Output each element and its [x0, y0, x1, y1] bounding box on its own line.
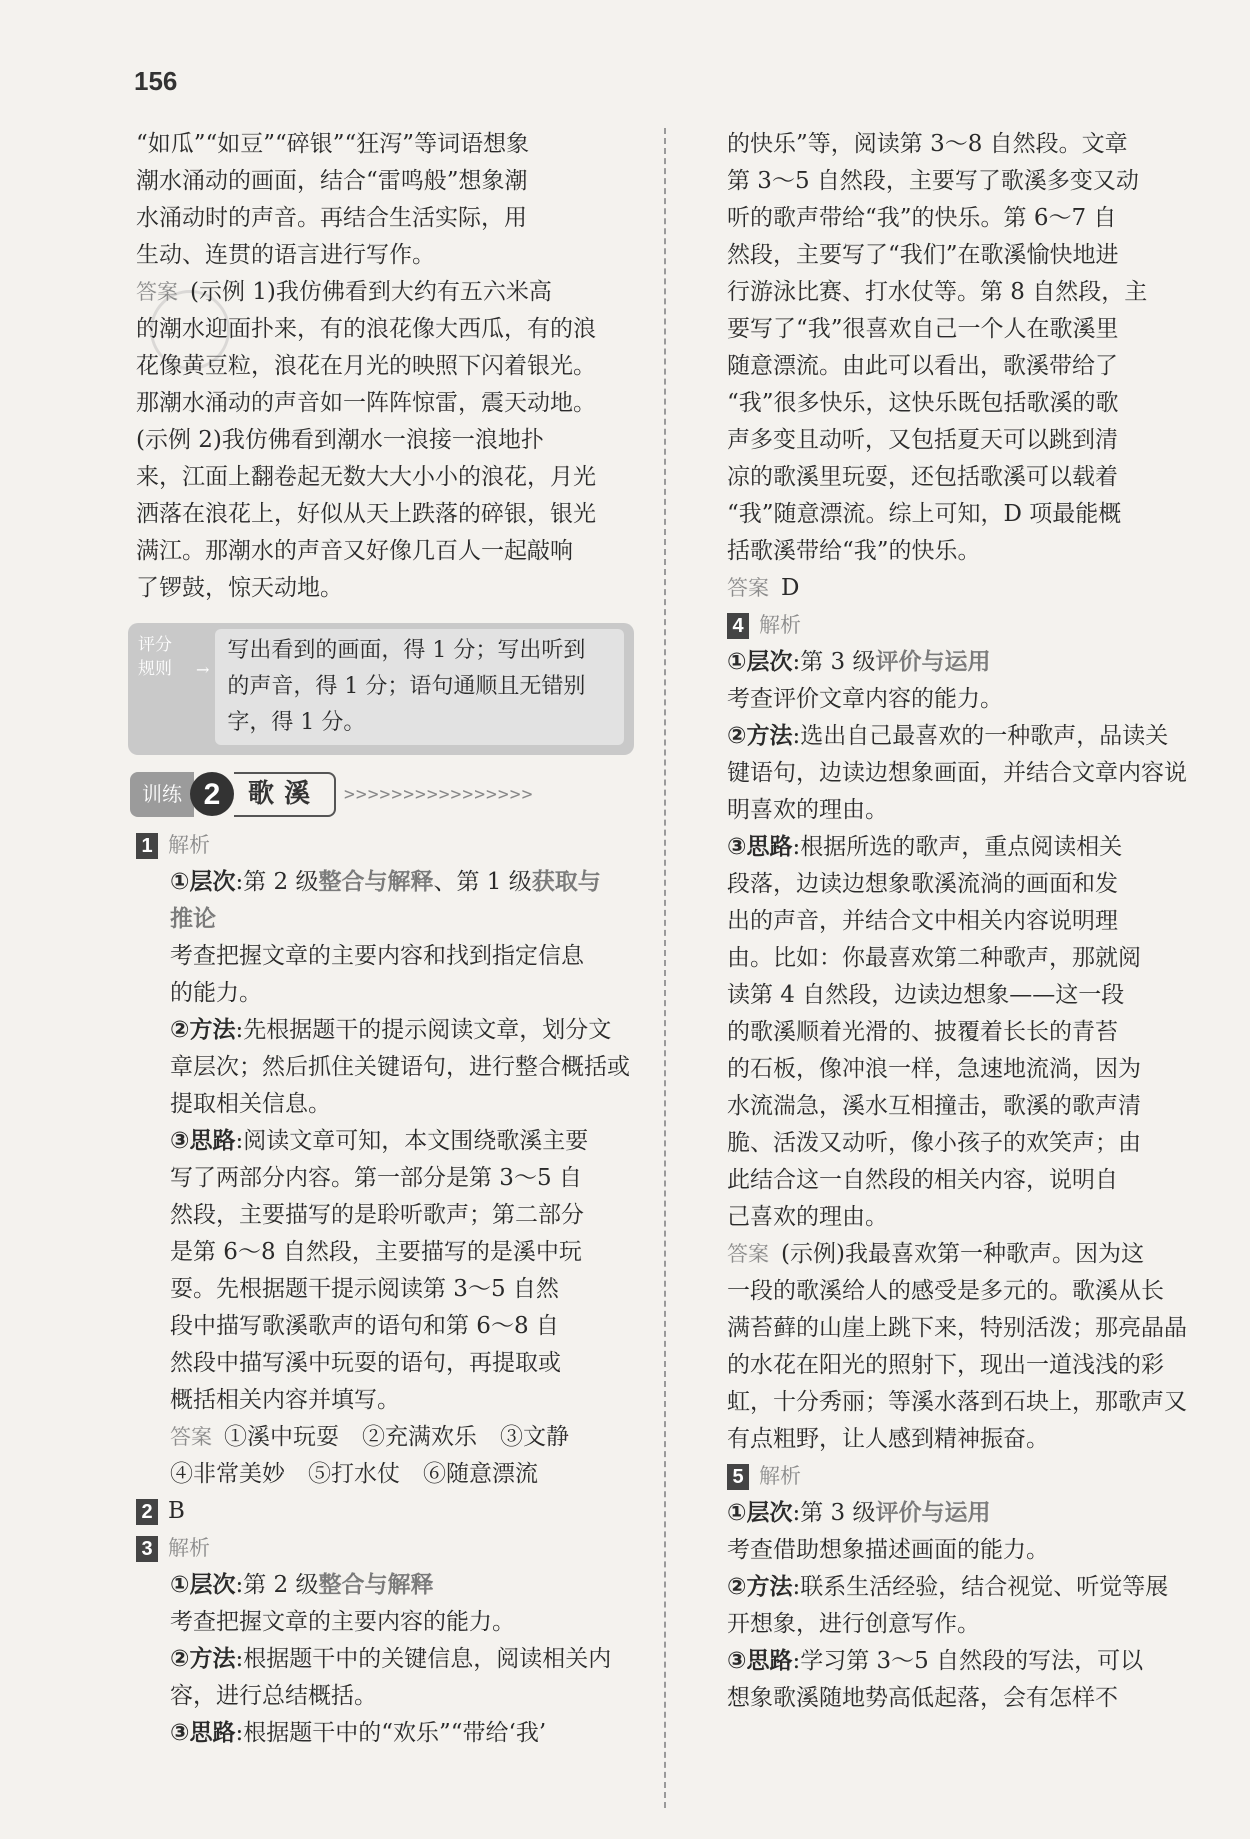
- method-line: 开想象，进行创意写作。: [727, 1611, 980, 1637]
- answer-line: 虹，十分秀丽；等溪水落到石块上，那歌声又: [727, 1389, 1187, 1415]
- answer-text: D: [781, 575, 800, 601]
- idea-line: [727, 1643, 1199, 1680]
- answer-label: 答案: [727, 576, 769, 600]
- answer-line: [727, 1236, 1199, 1273]
- method-keyword: ②方法: [727, 1574, 793, 1600]
- question-number-badge: 1: [136, 833, 158, 859]
- answer-text: (示例)我最喜欢第一种歌声。因为这: [781, 1241, 1144, 1267]
- idea-text: :根据题干中的“欢乐”“带给‘我’: [235, 1720, 547, 1746]
- analysis-heading: 解析: [759, 1464, 801, 1488]
- method-line: [170, 1641, 642, 1678]
- right-column: [727, 126, 1199, 1717]
- idea-line: 写了两部分内容。第一部分是第 3～5 自: [170, 1165, 582, 1191]
- method-line: 明喜欢的理由。: [727, 797, 888, 823]
- level-keyword: ①层次: [727, 1500, 793, 1526]
- question-number-badge: 4: [727, 613, 749, 639]
- idea-line: 此结合这一自然段的相关内容，说明自: [727, 1167, 1118, 1193]
- method-line: [727, 718, 1199, 755]
- answer-line: 的潮水迎面扑来，有的浪花像大西瓜，有的浪: [136, 316, 596, 342]
- level-desc: 考查把握文章的主要内容和找到指定信息: [170, 943, 584, 969]
- idea-line: 出的声音，并结合文中相关内容说明理: [727, 908, 1118, 934]
- idea-line: 己喜欢的理由。: [727, 1204, 888, 1230]
- intro-line: 生动、连贯的语言进行写作。: [136, 242, 435, 268]
- level-keyword: ①层次: [727, 649, 793, 675]
- answer-paragraph: [136, 274, 642, 311]
- idea-line: 水流湍急，溪水互相撞击，歌溪的歌声清: [727, 1093, 1141, 1119]
- level-category: 评价与运用: [875, 1500, 991, 1526]
- continued-line: “我”随意漂流。综上可知，D 项最能概: [727, 501, 1122, 527]
- continued-line: 然段，主要写了“我们”在歌溪愉快地进: [727, 242, 1119, 268]
- method-keyword: ②方法: [170, 1017, 236, 1043]
- analysis-heading: 解析: [168, 833, 210, 857]
- method-line: [170, 1012, 642, 1049]
- level-text: :第 2 级: [235, 869, 319, 895]
- method-text: :选出自己最喜欢的一种歌声，品读关: [792, 723, 1169, 749]
- idea-line: 由。比如：你最喜欢第二种歌声，那就阅: [727, 945, 1141, 971]
- idea-text: :学习第 3～5 自然段的写法，可以: [792, 1648, 1144, 1674]
- answer-line: 那潮水涌动的声音如一阵阵惊雷，震天动地。: [136, 390, 596, 416]
- continued-line: 听的歌声带给“我”的快乐。第 6～7 自: [727, 205, 1117, 231]
- level-line: [727, 1495, 1199, 1532]
- continued-line: 括歌溪带给“我”的快乐。: [727, 538, 981, 564]
- answer-line: 花像黄豆粒，浪花在月光的映照下闪着银光。: [136, 353, 596, 379]
- method-line: 键语句，边读边想象画面，并结合文章内容说: [727, 760, 1187, 786]
- training-title: 歌溪: [234, 772, 336, 817]
- question-5-body: [727, 1495, 1199, 1717]
- question-3-body: [136, 1567, 642, 1752]
- page-number: 156: [134, 66, 178, 96]
- method-text: :联系生活经验，结合视觉、听觉等展: [792, 1574, 1169, 1600]
- scoring-label-line: 评分: [138, 635, 172, 655]
- idea-line: 的歌溪顺着光滑的、披覆着长长的青苔: [727, 1019, 1118, 1045]
- level-text: :第 2 级: [235, 1572, 319, 1598]
- level-line: [727, 644, 1199, 681]
- column-divider: [664, 128, 666, 1808]
- idea-text: :根据所选的歌声，重点阅读相关: [792, 834, 1123, 860]
- level-category: 推论: [170, 906, 216, 932]
- idea-line: 概括相关内容并填写。: [170, 1387, 400, 1413]
- idea-line: 段中描写歌溪歌声的语句和第 6～8 自: [170, 1313, 559, 1339]
- level-line: [170, 864, 642, 901]
- continued-line: “我”很多快乐，这快乐既包括歌溪的歌: [727, 390, 1119, 416]
- scoring-rules-label: [138, 629, 194, 745]
- level-keyword: ①层次: [170, 1572, 236, 1598]
- analysis-heading: 解析: [168, 1536, 210, 1560]
- continued-line: 声多变且动听，又包括夏天可以跳到清: [727, 427, 1118, 453]
- method-keyword: ②方法: [727, 723, 793, 749]
- arrow-icon: →: [196, 660, 210, 679]
- answer-line: ④非常美妙 ⑤打水仗 ⑥随意漂流: [170, 1461, 538, 1487]
- intro-line: “如瓜”“如豆”“碎银”“狂泻”等词语想象: [136, 131, 530, 157]
- idea-line: [170, 1715, 642, 1752]
- level-category: 整合与解释: [318, 869, 434, 895]
- level-desc: 考查把握文章的主要内容的能力。: [170, 1609, 515, 1635]
- idea-line: 然段，主要描写的是聆听歌声；第二部分: [170, 1202, 584, 1228]
- answer-line: [170, 1419, 642, 1456]
- answer-line: 一段的歌溪给人的感受是多元的。歌溪从长: [727, 1278, 1164, 1304]
- idea-line: 的石板，像冲浪一样，急速地流淌，因为: [727, 1056, 1141, 1082]
- level-desc: 考查借助想象描述画面的能力。: [727, 1537, 1049, 1563]
- level-line: [170, 1567, 642, 1604]
- idea-line: [170, 1123, 642, 1160]
- continued-line: 凉的歌溪里玩耍，还包括歌溪可以载着: [727, 464, 1118, 490]
- idea-keyword: ③思路: [727, 1648, 793, 1674]
- answer-line: 的水花在阳光的照射下，现出一道浅浅的彩: [727, 1352, 1164, 1378]
- scoring-line: 字，得 1 分。: [227, 710, 366, 735]
- scoring-label-line: 规则: [138, 659, 172, 679]
- answer-line: (示例 1)我仿佛看到大约有五六米高: [190, 279, 552, 305]
- question-2-answer: B: [168, 1498, 185, 1524]
- question-number-badge: 2: [136, 1499, 158, 1525]
- method-line: 章层次；然后抓住关键语句，进行整合概括或: [170, 1054, 630, 1080]
- idea-line: 耍。先根据题干提示阅读第 3～5 自然: [170, 1276, 559, 1302]
- question-1-header: [136, 827, 642, 864]
- question-5-header: [727, 1458, 1199, 1495]
- intro-line: 潮水涌动的画面，结合“雷鸣般”想象潮: [136, 168, 528, 194]
- question-number-badge: 3: [136, 1536, 158, 1562]
- idea-line: 是第 6～8 自然段，主要描写的是溪中玩: [170, 1239, 582, 1265]
- training-number: 2: [190, 772, 234, 816]
- intro-line: 水涌动时的声音。再结合生活实际，用: [136, 205, 527, 231]
- idea-line: 段落，边读边想象歌溪流淌的画面和发: [727, 871, 1118, 897]
- idea-line: [727, 829, 1199, 866]
- level-line: [170, 901, 642, 938]
- answer-label: 答案: [170, 1425, 212, 1449]
- idea-line: 然段中描写溪中玩耍的语句，再提取或: [170, 1350, 561, 1376]
- answer-line: 有点粗野，让人感到精神振奋。: [727, 1426, 1049, 1452]
- scoring-rules-box: [128, 623, 634, 755]
- level-desc: 考查评价文章内容的能力。: [727, 686, 1003, 712]
- chevron-arrows-icon: >>>>>>>>>>>>>>>>: [344, 783, 534, 805]
- level-text: :第 3 级: [792, 1500, 876, 1526]
- idea-line: 读第 4 自然段，边读边想象——这一段: [727, 982, 1125, 1008]
- answer-line: 满苔藓的山崖上跳下来，特别活泼；那亮晶晶: [727, 1315, 1187, 1341]
- answer-line: (示例 2)我仿佛看到潮水一浪接一浪地扑: [136, 427, 544, 453]
- question-3-header: [136, 1530, 642, 1567]
- answer-label: 答案: [136, 280, 178, 304]
- answer-line: 来，江面上翻卷起无数大大小小的浪花，月光: [136, 464, 596, 490]
- method-line: 容，进行总结概括。: [170, 1683, 377, 1709]
- scoring-line: 写出看到的画面，得 1 分；写出听到: [227, 638, 586, 663]
- answer-line: [727, 570, 1199, 607]
- answer-text: ①溪中玩耍 ②充满欢乐 ③文静: [224, 1424, 569, 1450]
- level-text: :第 3 级: [792, 649, 876, 675]
- level-text: 、第 1 级: [433, 869, 532, 895]
- answer-line: 洒落在浪花上，好似从天上跌落的碎银，银光: [136, 501, 596, 527]
- answer-line: 了锣鼓，惊天动地。: [136, 575, 343, 601]
- idea-keyword: ③思路: [170, 1720, 236, 1746]
- question-4-body: [727, 644, 1199, 1458]
- method-line: 提取相关信息。: [170, 1091, 331, 1117]
- method-text: :根据题干中的关键信息，阅读相关内: [235, 1646, 612, 1672]
- idea-keyword: ③思路: [170, 1128, 236, 1154]
- continued-line: 行游泳比赛、打水仗等。第 8 自然段，主: [727, 279, 1148, 305]
- continued-line: 要写了“我”很喜欢自己一个人在歌溪里: [727, 316, 1119, 342]
- idea-line: 脆、活泼又动听，像小孩子的欢笑声；由: [727, 1130, 1141, 1156]
- continued-line: 随意漂流。由此可以看出，歌溪带给了: [727, 353, 1118, 379]
- question-4-header: [727, 607, 1199, 644]
- level-category: 整合与解释: [318, 1572, 434, 1598]
- question-2-header: [136, 1493, 642, 1530]
- scoring-rules-text: [215, 629, 624, 745]
- method-line: [727, 1569, 1199, 1606]
- idea-keyword: ③思路: [727, 834, 793, 860]
- continued-line: 第 3～5 自然段，主要写了歌溪多变又动: [727, 168, 1139, 194]
- idea-text: :阅读文章可知，本文围绕歌溪主要: [235, 1128, 589, 1154]
- training-header: [130, 771, 642, 817]
- left-column: [136, 126, 642, 1752]
- question-1-body: [136, 864, 642, 1493]
- level-desc: 的能力。: [170, 980, 262, 1006]
- answer-label: 答案: [727, 1242, 769, 1266]
- method-keyword: ②方法: [170, 1646, 236, 1672]
- training-tag: 训练: [130, 772, 194, 817]
- idea-line: 想象歌溪随地势高低起落，会有怎样不: [727, 1685, 1118, 1711]
- scoring-line: 的声音，得 1 分；语句通顺且无错别: [227, 674, 586, 699]
- analysis-heading: 解析: [759, 613, 801, 637]
- question-number-badge: 5: [727, 1464, 749, 1490]
- method-text: :先根据题干的提示阅读文章，划分文: [235, 1017, 612, 1043]
- level-keyword: ①层次: [170, 869, 236, 895]
- continued-line: 的快乐”等，阅读第 3～8 自然段。文章: [727, 131, 1128, 157]
- level-category: 获取与: [531, 869, 601, 895]
- level-category: 评价与运用: [875, 649, 991, 675]
- answer-line: 满江。那潮水的声音又好像几百人一起敲响: [136, 538, 573, 564]
